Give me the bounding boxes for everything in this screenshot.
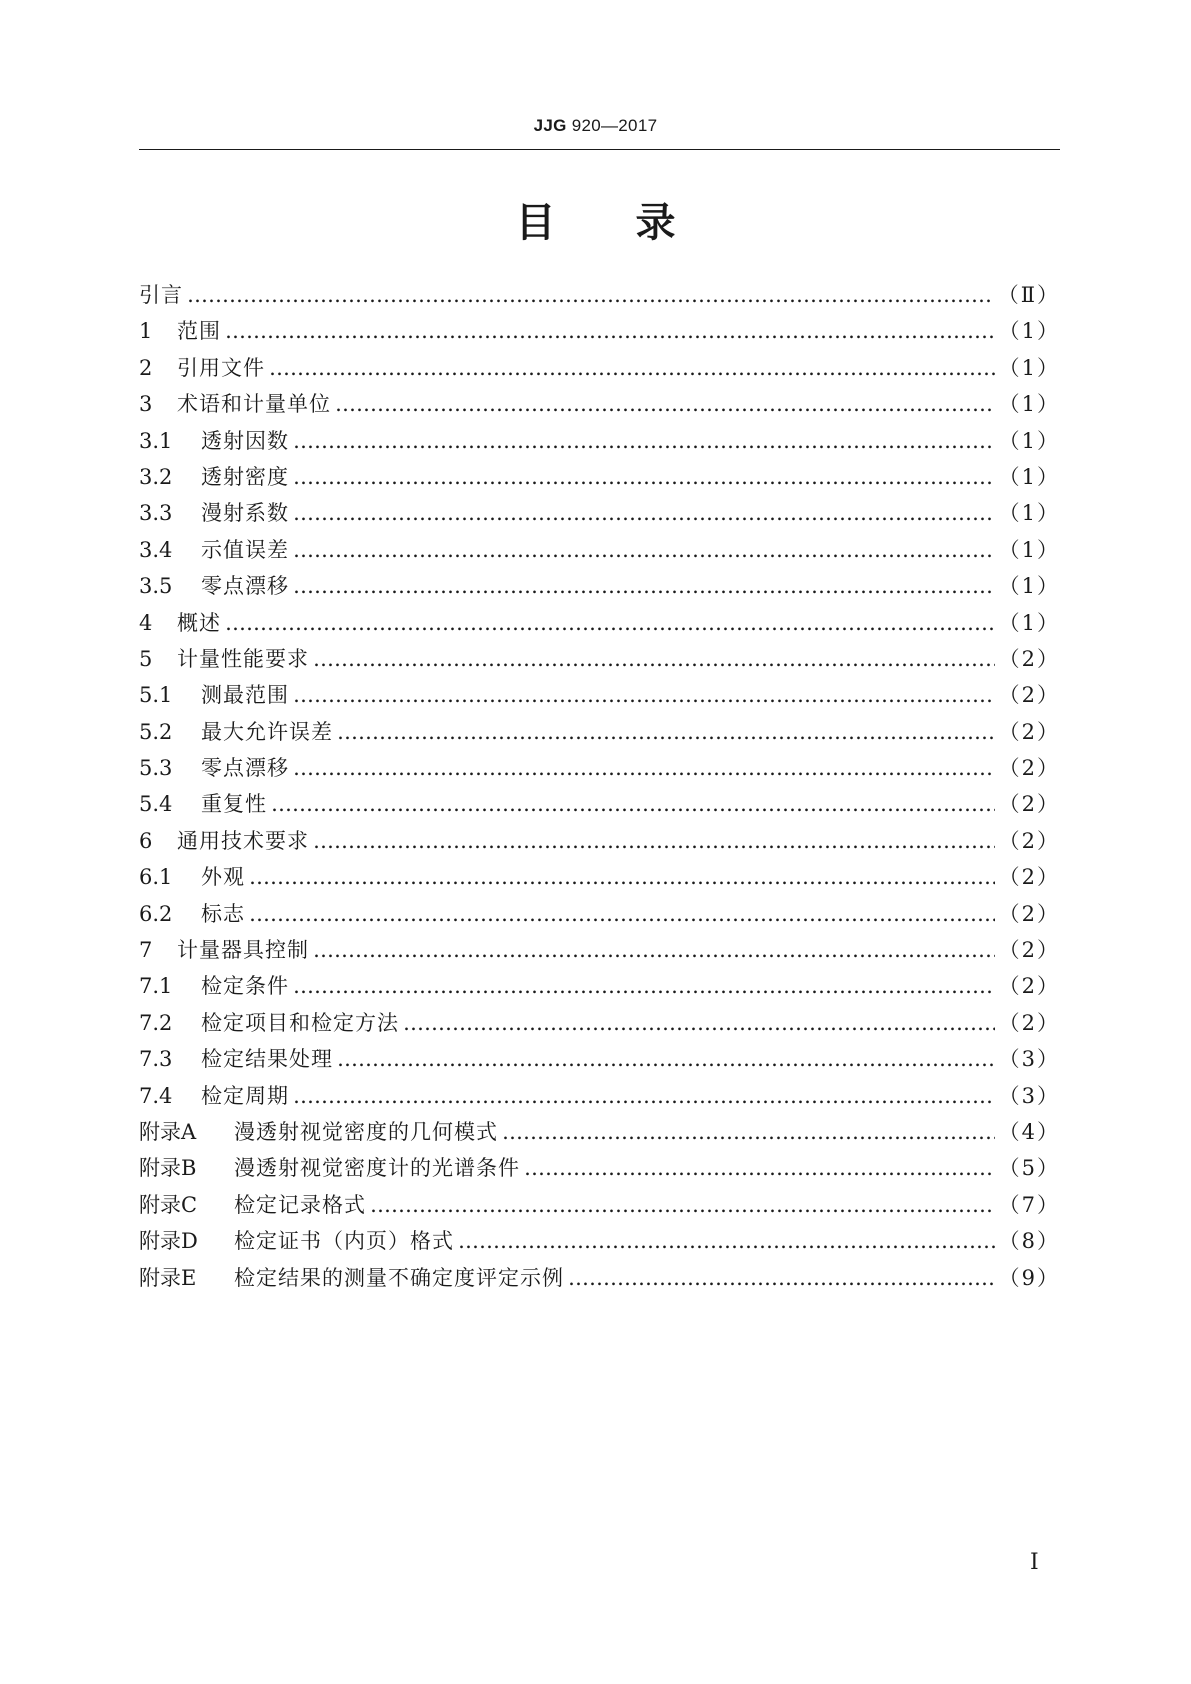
toc-entry[interactable] — [139, 1005, 1060, 1041]
toc-entry-label: 测最范围 — [201, 683, 289, 708]
toc-entry[interactable] — [139, 350, 1060, 386]
table-of-contents — [139, 277, 1060, 1296]
toc-entry-page: （2） — [998, 646, 1060, 671]
toc-entry-label: 漫透射视觉密度的几何模式 — [234, 1119, 498, 1144]
toc-entry-label: 检定证书（内页）格式 — [234, 1229, 454, 1254]
title-char-right: 录 — [635, 200, 676, 246]
toc-leader-dots — [293, 677, 995, 713]
toc-entry-page: （1） — [998, 464, 1060, 489]
toc-entry-number: 3.4 — [139, 537, 173, 562]
toc-entry-number: 5.2 — [139, 719, 173, 744]
toc-entry[interactable] — [139, 423, 1060, 459]
toc-entry-page: （1） — [998, 537, 1060, 562]
toc-entry-label: 范围 — [177, 319, 221, 344]
toc-entry-label: 透射密度 — [201, 464, 289, 489]
toc-leader-dots — [269, 350, 995, 386]
toc-entry-label: 检定周期 — [201, 1083, 289, 1108]
toc-entry-page: （9） — [998, 1265, 1060, 1290]
toc-entry-number: 5.4 — [139, 792, 173, 817]
running-header — [0, 116, 1191, 136]
toc-entry-page: （7） — [998, 1192, 1060, 1217]
toc-entry-page: （Ⅱ） — [997, 283, 1060, 307]
toc-entry[interactable] — [139, 1260, 1060, 1296]
toc-entry-page: （2） — [998, 901, 1060, 926]
toc-entry-label: 标志 — [201, 901, 245, 926]
toc-entry[interactable] — [139, 277, 1060, 313]
toc-leader-dots — [502, 1114, 995, 1150]
toc-entry-page: （1） — [998, 428, 1060, 453]
toc-entry-page: （1） — [998, 355, 1060, 380]
toc-entry-number: 6 — [139, 828, 153, 853]
toc-entry-number: 7.3 — [139, 1047, 173, 1072]
toc-entry-number: 5.1 — [139, 683, 173, 708]
toc-entry-number: 附录E — [139, 1265, 197, 1290]
toc-entry-number: 附录B — [139, 1156, 197, 1181]
toc-entry-label: 最大允许误差 — [201, 719, 333, 744]
toc-entry-number: 7.1 — [139, 974, 173, 999]
toc-entry[interactable] — [139, 386, 1060, 422]
toc-entry-number: 6.2 — [139, 901, 173, 926]
toc-entry-label: 计量性能要求 — [177, 646, 309, 671]
toc-leader-dots — [313, 932, 995, 968]
toc-leader-dots — [271, 786, 995, 822]
toc-leader-dots — [249, 896, 995, 932]
toc-leader-dots — [313, 641, 995, 677]
toc-entry[interactable] — [139, 859, 1060, 895]
toc-entry-page: （1） — [998, 574, 1060, 599]
toc-leader-dots — [293, 423, 995, 459]
toc-entry-label: 零点漂移 — [201, 574, 289, 599]
toc-entry[interactable] — [139, 568, 1060, 604]
toc-entry-label: 检定结果处理 — [201, 1047, 333, 1072]
toc-entry-page: （2） — [998, 792, 1060, 817]
toc-entry-page: （4） — [998, 1119, 1060, 1144]
toc-entry-page: （2） — [998, 1010, 1060, 1035]
toc-entry-number: 附录A — [139, 1119, 197, 1144]
toc-leader-dots — [225, 605, 995, 641]
toc-entry-number: 1 — [139, 319, 153, 344]
toc-entry-page: （1） — [998, 610, 1060, 635]
toc-entry-number: 3 — [139, 392, 153, 417]
toc-entry[interactable] — [139, 786, 1060, 822]
toc-leader-dots — [225, 313, 995, 349]
toc-leader-dots — [249, 859, 995, 895]
toc-entry-number: 5 — [139, 646, 153, 671]
toc-entry-page: （1） — [998, 392, 1060, 417]
toc-entry-label: 检定条件 — [201, 974, 289, 999]
toc-entry-number: 3.2 — [139, 464, 173, 489]
toc-entry[interactable] — [139, 1114, 1060, 1150]
toc-entry-label: 检定记录格式 — [234, 1192, 366, 1217]
toc-entry-label: 重复性 — [201, 792, 267, 817]
toc-entry-page: （3） — [998, 1047, 1060, 1072]
toc-entry-page: （2） — [998, 974, 1060, 999]
toc-leader-dots — [335, 386, 995, 422]
toc-entry[interactable] — [139, 932, 1060, 968]
toc-entry[interactable] — [139, 1078, 1060, 1114]
toc-entry-label: 漫透射视觉密度计的光谱条件 — [234, 1156, 520, 1181]
toc-leader-dots — [313, 823, 995, 859]
toc-entry-label: 术语和计量单位 — [177, 392, 331, 417]
toc-entry[interactable] — [139, 750, 1060, 786]
toc-leader-dots — [293, 1078, 995, 1114]
toc-leader-dots — [568, 1260, 995, 1296]
toc-entry-page: （3） — [998, 1083, 1060, 1108]
toc-leader-dots — [293, 968, 995, 1004]
toc-entry-label: 检定结果的测量不确定度评定示例 — [234, 1265, 564, 1290]
toc-entry-page: （8） — [998, 1229, 1060, 1254]
toc-entry-page: （1） — [998, 501, 1060, 526]
toc-entry-page: （2） — [998, 719, 1060, 744]
toc-entry[interactable] — [139, 313, 1060, 349]
toc-entry-page: （5） — [998, 1156, 1060, 1181]
toc-entry-number: 3.3 — [139, 501, 173, 526]
toc-leader-dots — [370, 1187, 995, 1223]
toc-entry[interactable] — [139, 459, 1060, 495]
standard-code-prefix: JJG — [533, 116, 567, 135]
toc-entry[interactable] — [139, 495, 1060, 531]
toc-entry[interactable] — [139, 532, 1060, 568]
toc-entry-label: 引用文件 — [177, 355, 265, 380]
toc-entry-page: （2） — [998, 756, 1060, 781]
toc-entry-label: 零点漂移 — [201, 756, 289, 781]
toc-leader-dots — [293, 459, 995, 495]
toc-entry-page: （2） — [998, 865, 1060, 890]
toc-entry[interactable] — [139, 641, 1060, 677]
toc-entry-label: 通用技术要求 — [177, 828, 309, 853]
toc-entry[interactable] — [139, 677, 1060, 713]
toc-entry-page: （2） — [998, 828, 1060, 853]
toc-entry-number: 6.1 — [139, 865, 173, 890]
toc-entry-number: 7 — [139, 938, 153, 963]
standard-code-number: 920—2017 — [566, 116, 658, 135]
toc-entry-number: 5.3 — [139, 756, 173, 781]
toc-entry-number: 3.1 — [139, 428, 173, 453]
toc-entry[interactable] — [139, 714, 1060, 750]
toc-entry[interactable] — [139, 605, 1060, 641]
toc-entry[interactable] — [139, 1041, 1060, 1077]
toc-leader-dots — [293, 750, 995, 786]
header-rule — [139, 149, 1060, 150]
toc-entry-number: 附录D — [139, 1229, 198, 1254]
toc-leader-dots — [293, 568, 995, 604]
toc-leader-dots — [337, 1041, 995, 1077]
toc-entry-page: （1） — [998, 319, 1060, 344]
toc-entry[interactable] — [139, 896, 1060, 932]
toc-entry-page: （2） — [998, 938, 1060, 963]
title-char-left: 目 — [515, 200, 556, 246]
toc-leader-dots — [458, 1223, 995, 1259]
page-number: I — [1030, 1550, 1039, 1575]
toc-entry-label: 外观 — [201, 865, 245, 890]
toc-entry-label: 引言 — [139, 283, 183, 307]
toc-entry-number: 附录C — [139, 1192, 198, 1217]
toc-leader-dots — [524, 1150, 995, 1186]
toc-entry[interactable] — [139, 968, 1060, 1004]
toc-leader-dots — [293, 532, 995, 568]
toc-entry-number: 4 — [139, 610, 153, 635]
page-title — [0, 197, 1191, 249]
toc-entry[interactable] — [139, 823, 1060, 859]
toc-entry-label: 透射因数 — [201, 428, 289, 453]
toc-entry-label: 漫射系数 — [201, 501, 289, 526]
toc-leader-dots — [403, 1005, 995, 1041]
toc-entry[interactable] — [139, 1150, 1060, 1186]
toc-entry-number: 7.4 — [139, 1083, 173, 1108]
toc-entry[interactable] — [139, 1223, 1060, 1259]
toc-leader-dots — [187, 277, 994, 313]
toc-entry-label: 检定项目和检定方法 — [201, 1010, 399, 1035]
toc-leader-dots — [293, 495, 995, 531]
toc-entry-number: 3.5 — [139, 574, 173, 599]
toc-entry-number: 7.2 — [139, 1010, 173, 1035]
toc-entry[interactable] — [139, 1187, 1060, 1223]
toc-leader-dots — [337, 714, 995, 750]
toc-entry-number: 2 — [139, 355, 153, 380]
toc-entry-label: 示值误差 — [201, 537, 289, 562]
toc-entry-page: （2） — [998, 683, 1060, 708]
toc-entry-label: 计量器具控制 — [177, 938, 309, 963]
toc-entry-label: 概述 — [177, 610, 221, 635]
